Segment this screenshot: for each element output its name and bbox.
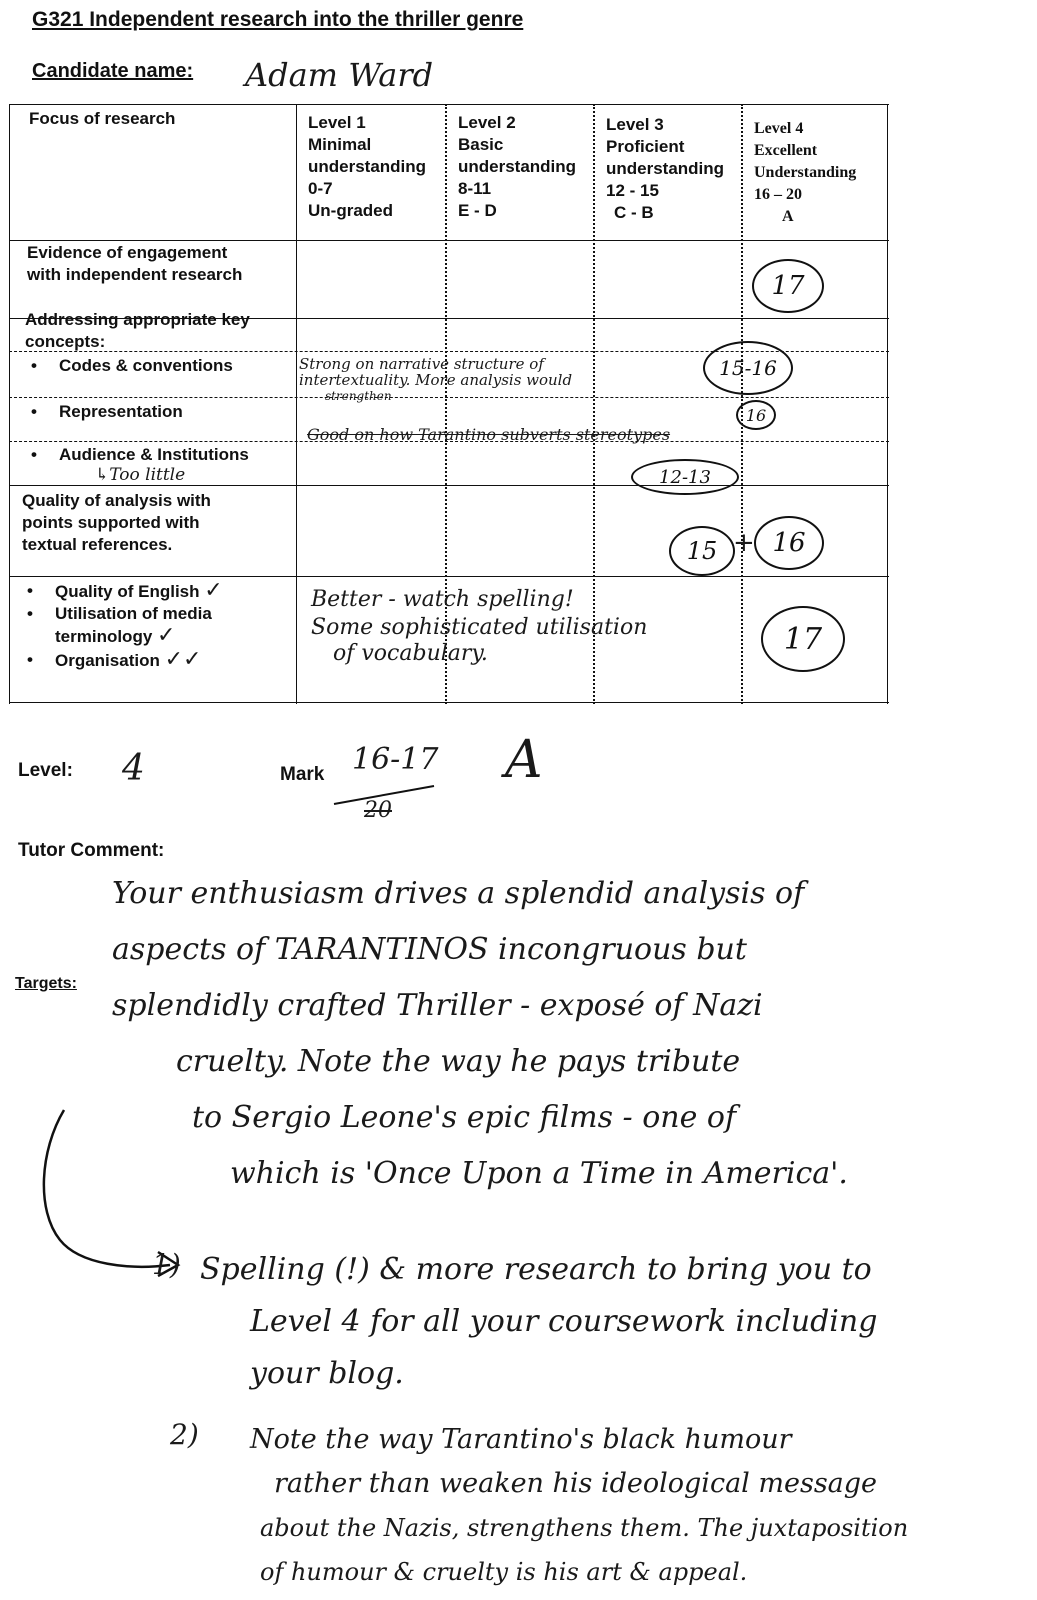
tutor-comment-text: Your enthusiasm drives a splendid analysis of aspects of TARANTINOS incongruous but splendidly crafted Thriller - exposé of Nazi cruelty. Note the way he pays tribute to Sergio Leone's epic films - one of which is 'Once Upon a Time in America'.	[112, 876, 848, 1191]
english-comment: Better - watch spelling! Some sophisticated utilisation of vocabulary.	[311, 587, 648, 666]
key-concepts-label: Addressing appropriate key concepts:	[25, 310, 250, 351]
media-terminology-label: • Utilisation of media terminology ✓	[55, 603, 212, 648]
level-2-header: Level 2 Basic understanding 8-11 E - D	[458, 113, 577, 220]
candidate-name-label: Candidate name:	[32, 60, 194, 82]
english-tick-icon: ✓	[204, 578, 223, 603]
audience-mark: 12-13	[631, 459, 739, 495]
candidate-name-value: Adam Ward	[245, 56, 434, 94]
level-value: 4	[122, 748, 145, 789]
analysis-mark-a: 15	[669, 526, 735, 576]
analysis-mark-joiner: +	[733, 528, 755, 558]
document-title: G321 Independent research into the thriller genre	[32, 8, 524, 31]
codes-comment: Strong on narrative structure of intertextuality. More analysis would strengthen	[299, 355, 573, 403]
targets-label: Targets:	[15, 975, 77, 992]
codes-mark: 15-16	[703, 341, 793, 395]
mark-label: Mark	[280, 764, 325, 785]
level-1-header: Level 1 Minimal understanding 0-7 Un-graded	[308, 113, 427, 220]
audience-institutions-label: • Audience & Institutions	[59, 444, 249, 466]
target-1-text: Spelling (!) & more research to bring you to Level 4 for all your coursework including your blog.	[200, 1252, 878, 1391]
target-2-number: 2)	[170, 1418, 199, 1451]
target-1-number: 1)	[152, 1248, 181, 1281]
mark-value: 16-17	[352, 742, 439, 777]
level-label: Level:	[18, 760, 73, 781]
target-2-text: Note the way Tarantino's black humour rather than weaken his ideological message about the Nazis, strengthens them. The juxtaposition of humour & cruelty is his art & appeal.	[250, 1424, 909, 1586]
marking-grid	[9, 104, 889, 704]
english-mark: 17	[761, 606, 845, 672]
level-3-header: Level 3 Proficient understanding 12 - 15 C - B	[606, 115, 725, 222]
audience-comment: Good on how Tarantino subverts stereotypes	[307, 425, 671, 444]
focus-of-research-header: Focus of research	[29, 109, 176, 128]
analysis-mark-b: 16	[754, 516, 824, 570]
analysis-label: Quality of analysis with points supported with textual references.	[22, 491, 211, 554]
mark-out-of: 20	[364, 798, 392, 823]
representation-mark: 16	[736, 400, 776, 430]
organisation-label: • Organisation ✓✓	[55, 649, 201, 672]
tutor-comment-label: Tutor Comment:	[18, 840, 165, 861]
terminology-tick-icon: ✓	[157, 623, 176, 648]
codes-conventions-label: • Codes & conventions	[59, 355, 233, 377]
level-4-header: Level 4 Excellent Understanding 16 – 20 A	[754, 120, 857, 225]
engagement-label: Evidence of engagement with independent research	[27, 243, 243, 284]
grade-value: A	[505, 730, 543, 790]
representation-label: • Representation	[59, 401, 183, 423]
organisation-tick-icon: ✓✓	[164, 647, 202, 672]
audience-note: ↳Too little	[95, 465, 186, 485]
engagement-mark: 17	[752, 259, 824, 313]
quality-of-english-label: • Quality of English ✓	[55, 580, 223, 603]
